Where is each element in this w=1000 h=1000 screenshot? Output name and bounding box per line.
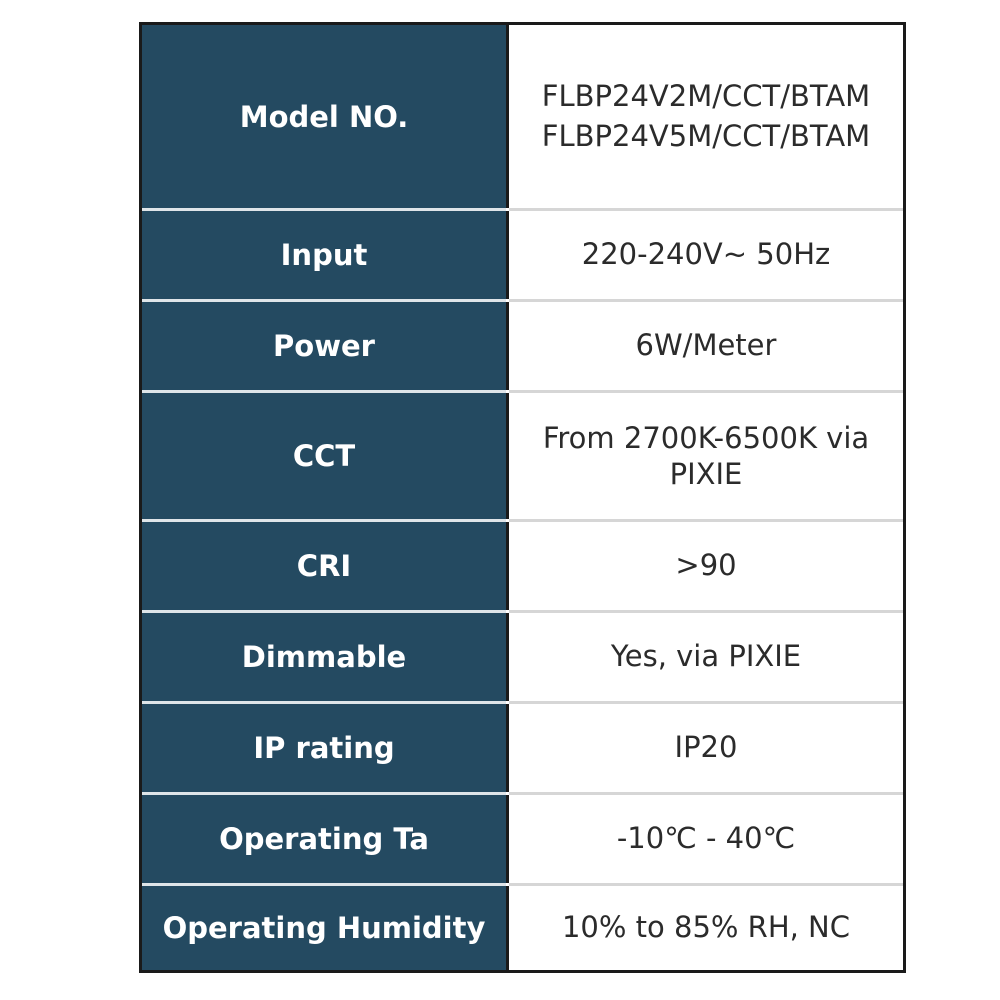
value-power xyxy=(506,302,903,390)
table-row-input xyxy=(142,211,903,299)
spec-table xyxy=(139,22,906,973)
value-operating-ta-line-1: -10℃ - 40℃ xyxy=(616,821,796,856)
label-model-no: Model NO. xyxy=(142,25,506,208)
value-operating-humidity xyxy=(506,886,903,970)
label-ip-rating: IP rating xyxy=(142,704,506,792)
table-row-cct xyxy=(142,393,903,519)
table-row-dimmable xyxy=(142,613,903,701)
table-row-operating-ta xyxy=(142,795,903,883)
value-dimmable xyxy=(506,613,903,701)
table-row-power xyxy=(142,302,903,390)
value-operating-ta xyxy=(506,795,903,883)
label-operating-ta: Operating Ta xyxy=(142,795,506,883)
value-input xyxy=(506,211,903,299)
value-model-line-2: FLBP24V5M/CCT/BTAM xyxy=(541,118,871,153)
value-ip-rating-line-1: IP20 xyxy=(674,730,738,765)
table-row-ip-rating xyxy=(142,704,903,792)
label-dimmable: Dimmable xyxy=(142,613,506,701)
value-input-line-1: 220-240V~ 50Hz xyxy=(581,237,831,272)
value-cct-line-2: PIXIE xyxy=(669,457,743,491)
value-operating-humidity-line-1: 10% to 85% RH, NC xyxy=(561,910,851,945)
label-operating-humidity: Operating Humidity xyxy=(142,886,506,970)
table-row-cri xyxy=(142,522,903,610)
value-cri xyxy=(506,522,903,610)
value-model-line-1: FLBP24V2M/CCT/BTAM xyxy=(541,79,871,114)
value-cct xyxy=(506,393,903,519)
label-cri: CRI xyxy=(142,522,506,610)
value-power-line-1: 6W/Meter xyxy=(635,328,777,363)
label-input: Input xyxy=(142,211,506,299)
table-row-operating-humidity xyxy=(142,886,903,970)
value-model-no xyxy=(506,25,903,208)
value-dimmable-line-1: Yes, via PIXIE xyxy=(610,639,802,674)
value-cri-line-1: >90 xyxy=(675,548,737,583)
value-cct-line-1: From 2700K-6500K via xyxy=(542,420,870,455)
label-power: Power xyxy=(142,302,506,390)
table-row-model xyxy=(142,25,903,208)
label-cct: CCT xyxy=(142,393,506,519)
value-ip-rating xyxy=(506,704,903,792)
